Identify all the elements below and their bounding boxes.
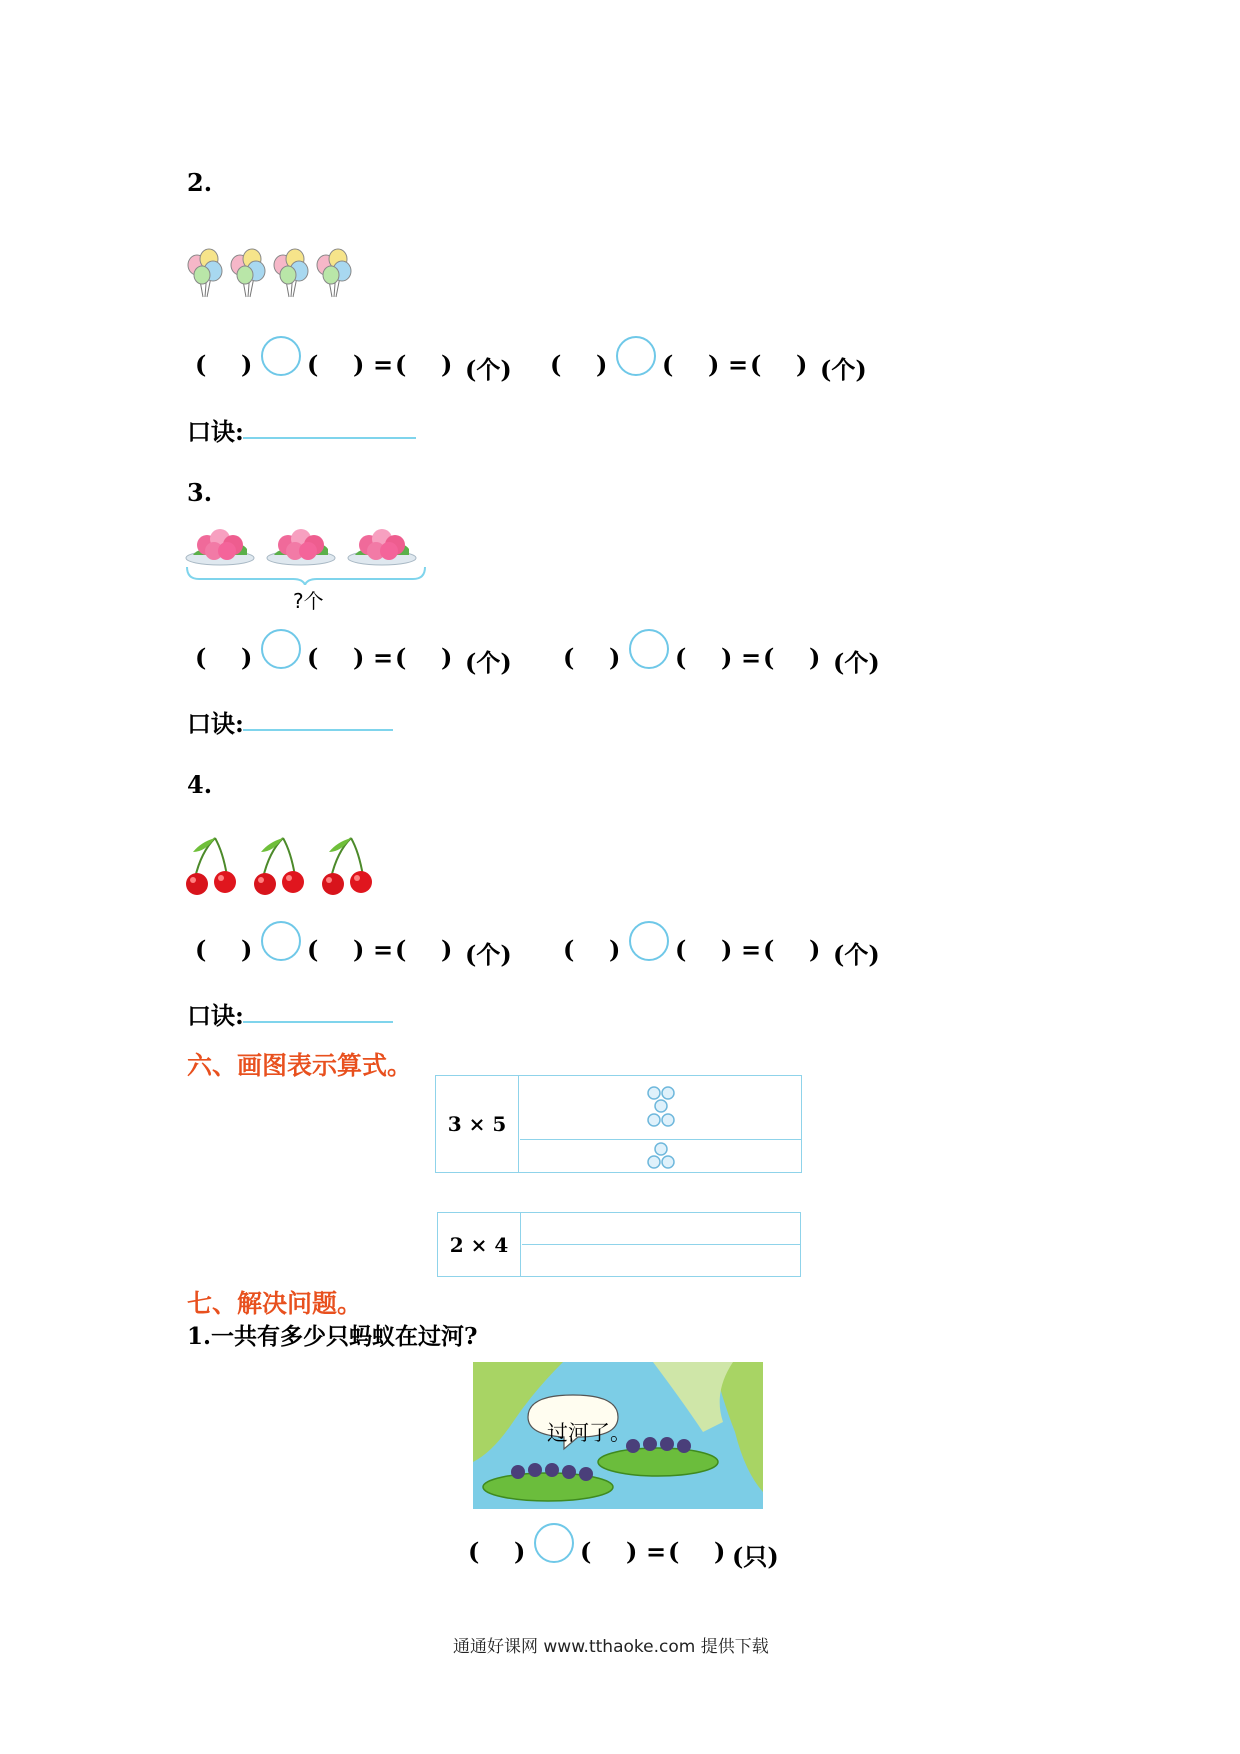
paren-open: (	[307, 643, 319, 672]
section-6-title: 六、画图表示算式。	[187, 1051, 413, 1080]
problem-4-equations	[195, 935, 895, 975]
operator-circle[interactable]	[629, 629, 669, 669]
drawing-area-top[interactable]	[522, 1213, 800, 1244]
paren-open: (	[668, 1537, 680, 1566]
koujue-label: 口诀:	[187, 709, 244, 738]
paren-open: (	[468, 1537, 480, 1566]
unit-label: (个)	[465, 648, 512, 677]
question-1-text: 1.一共有多少只蚂蚁在过河?	[187, 1323, 478, 1350]
paren-close: )	[714, 1537, 726, 1566]
equals-sign: =	[741, 935, 762, 964]
paren-close: )	[809, 935, 821, 964]
paren-open: (	[763, 643, 775, 672]
paren-close: )	[796, 350, 808, 379]
drawing-area-bottom[interactable]	[520, 1140, 801, 1172]
paren-close: )	[626, 1537, 638, 1566]
koujue-answer-line[interactable]	[243, 437, 416, 439]
paren-close: )	[441, 350, 453, 379]
operator-circle[interactable]	[616, 336, 656, 376]
expression-label: 2 × 4	[438, 1213, 521, 1276]
paren-open: (	[195, 935, 207, 964]
paren-close: )	[441, 935, 453, 964]
sample-circles	[644, 1084, 680, 1134]
paren-close: )	[596, 350, 608, 379]
paren-open: (	[195, 643, 207, 672]
paren-open: (	[563, 643, 575, 672]
problem-3-number: 3.	[187, 478, 213, 507]
paren-open: (	[675, 643, 687, 672]
unit-label: (个)	[833, 648, 880, 677]
equals-sign: =	[728, 350, 749, 379]
unit-label: (个)	[465, 355, 512, 384]
paren-open: (	[550, 350, 562, 379]
koujue-label: 口诀:	[187, 1001, 244, 1030]
paren-open: (	[750, 350, 762, 379]
equals-sign: =	[741, 643, 762, 672]
paren-close: )	[609, 643, 621, 672]
section-7-equation	[468, 1537, 798, 1577]
paren-open: (	[763, 935, 775, 964]
paren-close: )	[353, 643, 365, 672]
cherries-illustration	[185, 830, 385, 902]
paren-close: )	[241, 935, 253, 964]
paren-open: (	[395, 935, 407, 964]
problem-2-equations	[195, 350, 895, 390]
operator-circle[interactable]	[261, 629, 301, 669]
paren-close: )	[721, 643, 733, 672]
section-7-title: 七、解决问题。	[187, 1289, 363, 1318]
paren-close: )	[353, 935, 365, 964]
operator-circle[interactable]	[629, 921, 669, 961]
drawing-area-top[interactable]	[520, 1076, 801, 1139]
operator-circle[interactable]	[534, 1523, 574, 1563]
paren-open: (	[675, 935, 687, 964]
balloons-illustration	[185, 245, 360, 307]
draw-table-3x5	[435, 1075, 802, 1173]
ants-river-illustration	[473, 1362, 763, 1509]
koujue-label: 口诀:	[187, 417, 244, 446]
paren-open: (	[307, 350, 319, 379]
paren-open: (	[662, 350, 674, 379]
total-question-caption: ?个	[293, 589, 324, 613]
koujue-answer-line[interactable]	[243, 1021, 393, 1023]
speech-bubble-text: 过河了。	[547, 1421, 631, 1445]
equals-sign: =	[373, 643, 394, 672]
paren-open: (	[395, 643, 407, 672]
paren-close: )	[609, 935, 621, 964]
operator-circle[interactable]	[261, 336, 301, 376]
equals-sign: =	[373, 350, 394, 379]
drawing-area-bottom[interactable]	[522, 1245, 800, 1276]
equals-sign: =	[646, 1537, 667, 1566]
paren-close: )	[809, 643, 821, 672]
paren-open: (	[195, 350, 207, 379]
problem-2-number: 2.	[187, 168, 213, 197]
paren-close: )	[241, 643, 253, 672]
paren-close: )	[708, 350, 720, 379]
unit-label: (个)	[820, 355, 867, 384]
sample-circles	[644, 1140, 680, 1172]
paren-close: )	[241, 350, 253, 379]
problem-4-number: 4.	[187, 770, 213, 799]
paren-close: )	[514, 1537, 526, 1566]
problem-3-equations	[195, 643, 895, 683]
unit-label: (只)	[732, 1542, 779, 1571]
paren-open: (	[580, 1537, 592, 1566]
expression-label: 3 × 5	[436, 1076, 519, 1172]
paren-close: )	[721, 935, 733, 964]
unit-label: (个)	[465, 940, 512, 969]
draw-table-2x4	[437, 1212, 801, 1277]
paren-open: (	[307, 935, 319, 964]
paren-close: )	[441, 643, 453, 672]
koujue-answer-line[interactable]	[243, 729, 393, 731]
paren-open: (	[395, 350, 407, 379]
equals-sign: =	[373, 935, 394, 964]
operator-circle[interactable]	[261, 921, 301, 961]
footer-credit: 通通好课网 www.tthaoke.com 提供下载	[453, 1637, 769, 1657]
paren-close: )	[353, 350, 365, 379]
unit-label: (个)	[833, 940, 880, 969]
peaches-illustration	[185, 525, 430, 589]
paren-open: (	[563, 935, 575, 964]
